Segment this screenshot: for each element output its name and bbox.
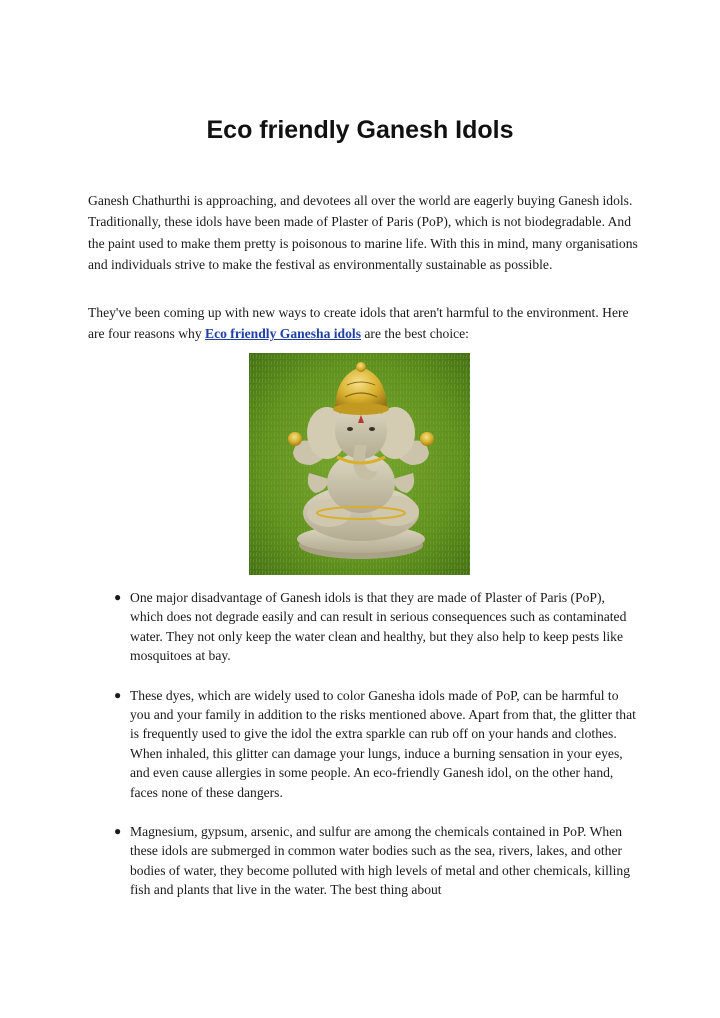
list-item-text: These dyes, which are widely used to color Ganesha idols made of PoP, can be harmful to you and your family in addition to the risks mentioned above. Apart from that, the glitter that is frequently used to give the idol the extra sparkle can rub off on your hands and clothes. When inhaled, this glitter can damage your lungs, induce a burning sensation in your eyes, and even cause allergies in some people. An eco-friendly Ganesh idol, on the other hand, faces none of these dangers. (130, 687, 636, 800)
bullet-icon: ● (114, 687, 122, 702)
intro-paragraph: Ganesh Chathurthi is approaching, and devotees all over the world are eagerly buying Ganesh idols. Traditionally, these idols have been made of Plaster of Paris (PoP), which is not biodegradable. And the paint used to make them pretty is poisonous to marine life. With this in mind, many organisations and individuals strive to make the festival as environmentally sustainable as possible. (88, 193, 638, 272)
reasons-text-after: are the best choice: (361, 326, 469, 342)
list-item (88, 686, 640, 802)
list-item-text: One major disadvantage of Ganesh idols is that they are made of Plaster of Paris (PoP), which does not degrade easily and can result in serious consequences such as contaminated water. They not only keep the water clean and healthy, but they also help to keep pests like mosquitoes at bay. (130, 590, 627, 664)
bullet-icon: ● (114, 824, 122, 839)
eco-ganesha-link[interactable]: Eco friendly Ganesha idols (205, 326, 361, 342)
list-item (88, 588, 640, 666)
list-item (88, 822, 640, 900)
page-title: Eco friendly Ganesh Idols (206, 116, 514, 144)
list-item-text: Magnesium, gypsum, arsenic, and sulfur are among the chemicals contained in PoP. When these idols are submerged in common water bodies such as the sea, rivers, lakes, and other bodies of water, they become polluted with high levels of metal and other chemicals, killing fish and plants that live in the water. The best thing about (130, 824, 631, 898)
reasons-text-before: They've been coming up with new ways to create idols that aren't harmful to the environment. Here are four reasons why (88, 305, 629, 342)
ganesha-idol-image (249, 353, 470, 575)
ganesha-idol-photo-icon (249, 353, 470, 575)
reasons-list (88, 588, 648, 920)
reasons-paragraph (88, 302, 648, 345)
bullet-icon: ● (114, 590, 122, 604)
